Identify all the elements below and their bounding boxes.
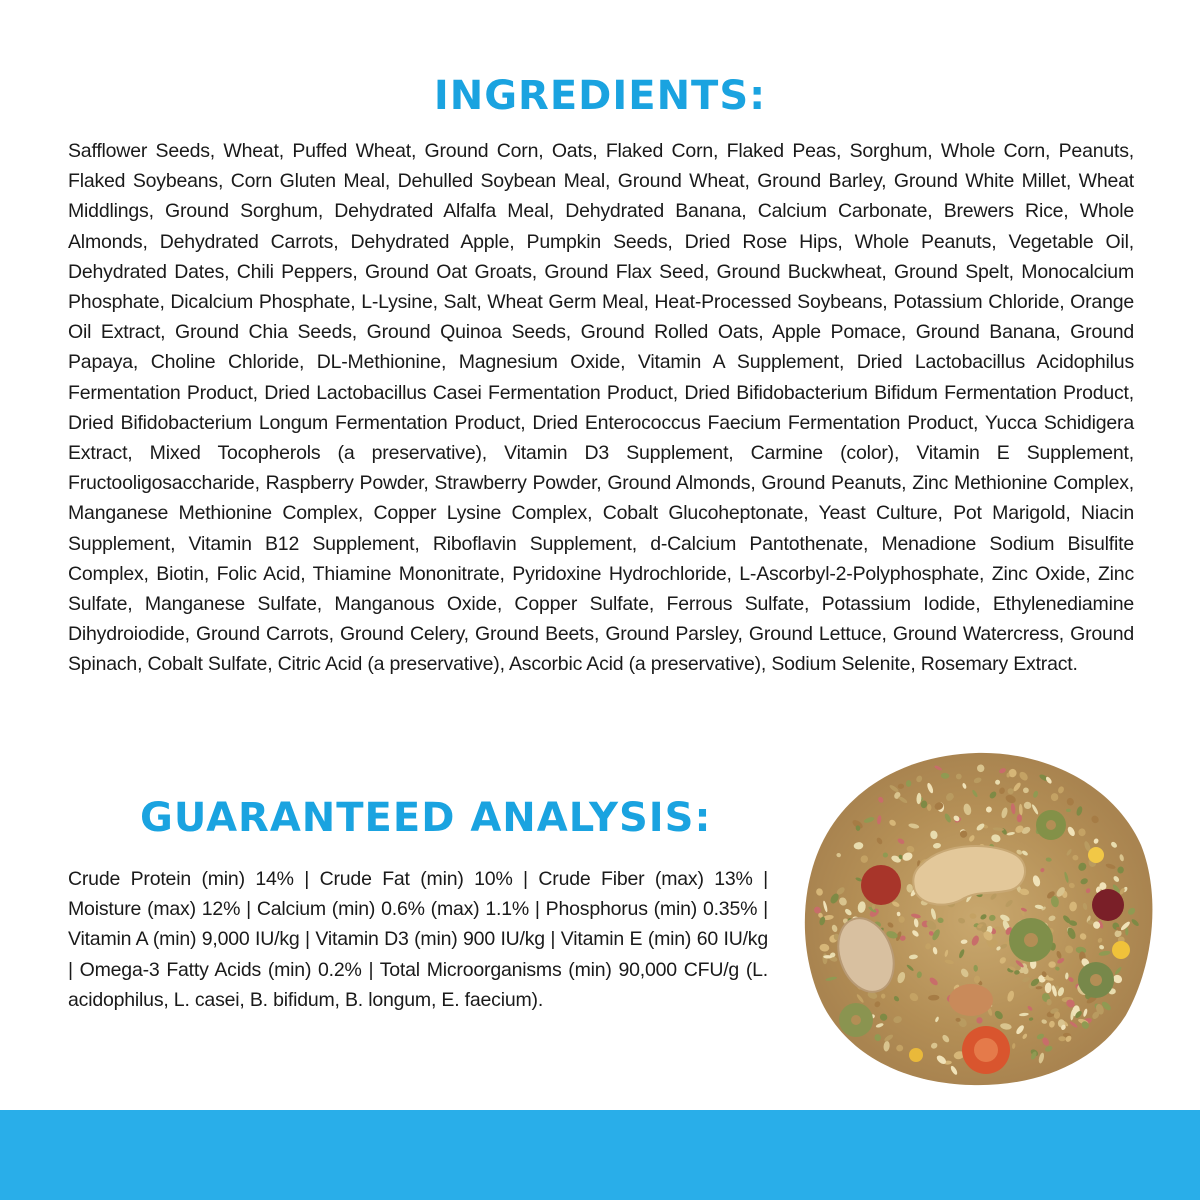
ingredients-title: INGREDIENTS: (433, 73, 767, 119)
ingredients-list: Safflower Seeds, Wheat, Puffed Wheat, Ground Corn, Oats, Flaked Corn, Flaked Peas, Sorghum, Whole Corn, Peanuts, Flaked Soybeans, Corn Gluten Meal, Dehulled Soybean Meal, Ground Wheat, Ground Barley, Ground White Millet, Wheat Middlings, Ground Sorghum, Dehydrated Alfalfa Meal, Dehydrated Banana, Calcium Carbonate, Brewers Rice, Whole Almonds, Dehydrated Carrots, Dehydrated Apple, Pumpkin Seeds, Dried Rose Hips, Whole Peanuts, Vegetable Oil, Dehydrated Dates, Chili Peppers, Ground Oat Groats, Ground Flax Seed, Ground Buckwheat, Ground Spelt, Monocalcium Phosphate, Dicalcium Phosphate, L-Lysine, Salt, Wheat Germ Meal, Heat-Processed Soybeans, Potassium Chloride, Orange Oil Extract, Ground Chia Seeds, Ground Quinoa Seeds, Ground Rolled Oats, Apple Pomace, Ground Banana, Ground Papaya, Choline Chloride, DL-Methionine, Magnesium Oxide, Vitamin A Supplement, Dried Lactobacillus Acidophilus Fermentation Product, Dried Lactobacillus Casei Fermentation Product, Dried Bifidobacterium Bifidum Fermentation Product, Dried Bifidobacterium Longum Fermentation Product, Dried Enterococcus Faecium Fermentation Product, Yucca Schidigera Extract, Mixed Tocopherols (a preservative), Vitamin D3 Supplement, Carmine (color), Vitamin E Supplement, Fructooligosaccharide, Raspberry Powder, Strawberry Powder, Ground Almonds, Ground Peanuts, Zinc Methionine Complex, Manganese Methionine Complex, Copper Lysine Complex, Cobalt Glucoheptonate, Yeast Culture, Pot Marigold, Niacin Supplement, Vitamin B12 Supplement, Riboflavin Supplement, d-Calcium Pantothenate, Menadione Sodium Bisulfite Complex, Biotin, Folic Acid, Thiamine Mononitrate, Pyridoxine Hydrochloride, L-Ascorbyl-2-Polyphosphate, Zinc Oxide, Zinc Sulfate, Manganese Sulfate, Manganous Oxide, Copper Sulfate, Ferrous Sulfate, Potassium Iodide, Ethylenediamine Dihydroiodide, Ground Carrots, Ground Celery, Ground Beets, Ground Parsley, Ground Lettuce, Ground Watercress, Ground Spinach, Cobalt Sulfate, Citric Acid (a preservative), Ascorbic Acid (a preservative), Sodium Selenite, Rosemary Extract. (68, 140, 1134, 676)
guaranteed-analysis-text: Crude Protein (min) 14% | Crude Fat (min) 10% | Crude Fiber (max) 13% | Moisture (max) 12% | Calcium (min) 0.6% (max) 1.1% | Phosphorus (min) 0.35% | Vitamin A (min) 9,000 IU/kg | Vitamin D3 (min) 900 IU/kg | Vitamin E (min) 60 IU/kg | Omega-3 Fatty Acids (min) 0.2% | Total Microorganisms (min) 90,000 CFU/g (L. acidophilus, L. casei, B. bifidum, B. longum, E. faecium). (68, 868, 768, 1011)
guaranteed-analysis-title: GUARANTEED ANALYSIS: (140, 795, 712, 841)
seed-mix-image (796, 745, 1158, 1090)
footer-band (0, 1110, 1200, 1200)
